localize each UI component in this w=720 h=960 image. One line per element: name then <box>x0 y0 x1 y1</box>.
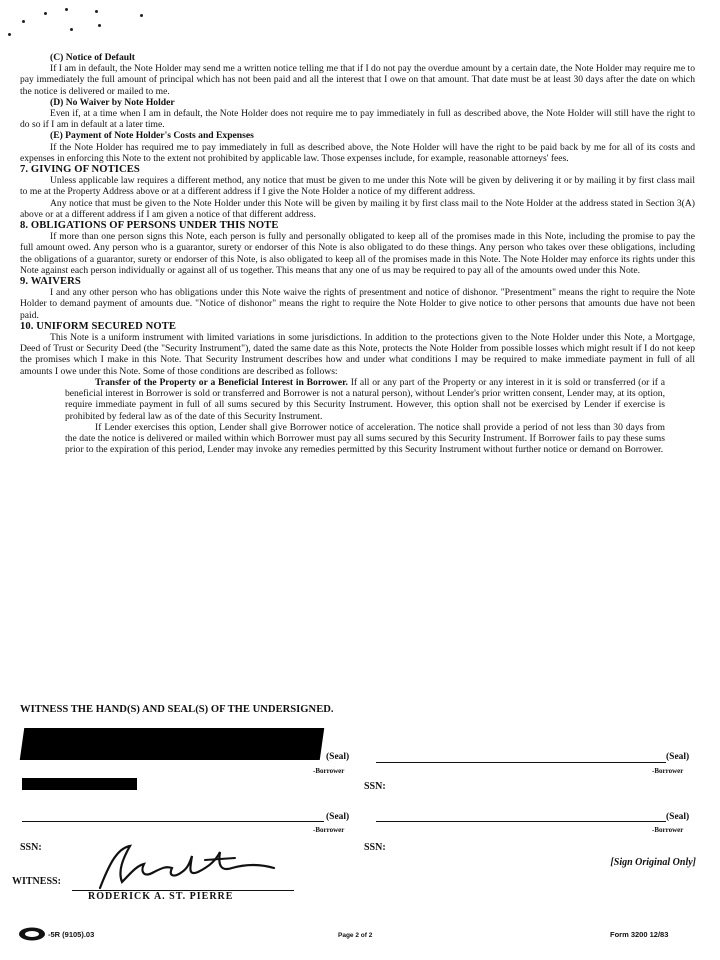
ssn-label-right-2: SSN: <box>364 842 386 853</box>
page-number: Page 2 of 2 <box>338 932 373 939</box>
uniform-heading: 10. UNIFORM SECURED NOTE <box>20 320 177 332</box>
waivers-text: I and any other person who has obligations under this Note waive the rights of presentment and notice of dishonor. "Presentment" means the right to require the Note Holder to demand payment of amounts due. "Notice of dishonor" means the right to require the Note Holder to give notice to other persons that amounts due have not been paid. <box>20 287 695 321</box>
form-logo-icon <box>18 927 46 941</box>
no-waiver-text: Even if, at a time when I am in default, the Note Holder does not require me to pay immediately in full as described above, the Note Holder will still have the right to do so if I am in default at a later time. <box>20 108 695 131</box>
borrower-label-2: -Borrower <box>652 767 684 775</box>
transfer-text: If all or any part of the Property or any interest in it is sold or transferred (or if a beneficial interest in Borrower is sold or transferred and Borrower is not a natural person), without Lender's prior written consent, Lender may, at its option, require immediate payment in full of all sums secured by this Security Instrument. However, this option shall not be exercised by Lender if exercise is prohibited by federal law as of the date of this Security Instrument. <box>65 376 665 422</box>
waivers-heading: 9. WAIVERS <box>20 276 81 288</box>
seal-label-4: (Seal) <box>666 812 690 822</box>
ssn-label-left-2: SSN: <box>20 842 42 853</box>
witness-label: WITNESS: <box>12 876 61 887</box>
ssn-label-right-1: SSN: <box>364 781 386 792</box>
payment-costs-text: If the Note Holder has required me to pay immediately in full as described above, the Note Holder will have the right to be paid back by me for all of its costs and expenses in enforcing this Note to the extent not prohibited by applicable law. Those expenses include, for example, reasonable attorneys' fees. <box>20 141 695 164</box>
seal-label-2: (Seal) <box>666 752 690 762</box>
notice-default-heading: (C) Notice of Default <box>50 52 135 63</box>
borrower-label-3: -Borrower <box>313 826 345 834</box>
obligations-heading: 8. OBLIGATIONS OF PERSONS UNDER THIS NOTE <box>20 220 279 232</box>
redacted-signature <box>20 728 324 760</box>
witness-name: RODERICK A. ST. PIERRE <box>88 891 234 902</box>
conditions-block <box>65 377 665 455</box>
borrower-label-4: -Borrower <box>652 826 684 834</box>
witness-signature <box>70 842 290 894</box>
redacted-name <box>22 778 137 790</box>
no-waiver-heading: (D) No Waiver by Note Holder <box>50 96 175 108</box>
sign-original-note: [Sign Original Only] <box>610 857 696 868</box>
form-code: -5R (9105).03 <box>48 930 95 939</box>
obligations-text: If more than one person signs this Note, each person is fully and personally obligated to keep all of the promises made in this Note, including the promise to pay the full amount owed. Any person who is a guarantor, surety or endorser of this Note is also obligated to do these things. Any person who takes over these obligations, including the obligations of a guarantor, surety or endorser of this Note, is also obligated to keep all of the promises made in this Note. The Note Holder may enforce its rights under this Note against each person individually or against all of us together. This means that any one of us may be required to pay all of the amounts owed under this Note. <box>20 231 695 276</box>
witness-heading: WITNESS THE HAND(S) AND SEAL(S) OF THE UNDERSIGNED. <box>20 704 334 715</box>
seal-label-1: (Seal) <box>326 752 350 762</box>
payment-costs-heading: (E) Payment of Note Holder's Costs and Expenses <box>50 130 254 142</box>
signature-line-right-1[interactable] <box>376 762 666 763</box>
signature-line-left-2[interactable] <box>22 821 324 822</box>
giving-notices-heading: 7. GIVING OF NOTICES <box>20 164 140 176</box>
notice-default-text: If I am in default, the Note Holder may send me a written notice telling me that if I do not pay the overdue amount by a certain date, the Note Holder may require me to pay immediately the full amount of principal which has not been paid and all the interest that I owe on that amount. That date must be at least 30 days after the date on which the notice is delivered or mailed to me. <box>20 63 695 97</box>
transfer-lead: Transfer of the Property or a Beneficial Interest in Borrower. <box>95 376 348 388</box>
giving-notices-text-1: Unless applicable law requires a different method, any notice that must be given to me under this Note will be given by delivering it or by mailing it by first class mail to me at the Property Address above or at a different address if I give the Note Holder a notice of my different address. <box>20 175 695 198</box>
seal-label-3: (Seal) <box>326 812 350 822</box>
acceleration-text: If Lender exercises this option, Lender shall give Borrower notice of acceleration. The notice shall provide a period of not less than 30 days from the date the notice is delivered or mailed within which Borrower must pay all sums secured by this Security Instrument. If Borrower fails to pay these sums prior to the expiration of this period, Lender may invoke any remedies permitted by this Security Instrument without further notice or demand on Borrower. <box>65 421 665 456</box>
signature-line-right-2[interactable] <box>376 821 666 822</box>
borrower-label-1: -Borrower <box>313 767 345 775</box>
giving-notices-text-2: Any notice that must be given to the Note Holder under this Note will be given by mailing it by first class mail to the Note Holder at the address stated in Section 3(A) above or at a different address if I am given a notice of that different address. <box>20 197 695 220</box>
note-body <box>20 52 695 455</box>
form-number: Form 3200 12/83 <box>610 930 669 939</box>
transfer-paragraph <box>65 377 665 422</box>
uniform-text: This Note is a uniform instrument with limited variations in some jurisdictions. In addition to the protections given to the Note Holder under this Note, a Mortgage, Deed of Trust or Security Deed (the "Security Instrument"), dated the same date as this Note, protects the Note Holder from possible losses which might result if I do not keep the promises which I make in this Note. That Security Instrument describes how and under what conditions I may be required to make immediate payment in full of all amounts I owe under this Note. Some of those conditions are described as follows: <box>20 332 695 377</box>
